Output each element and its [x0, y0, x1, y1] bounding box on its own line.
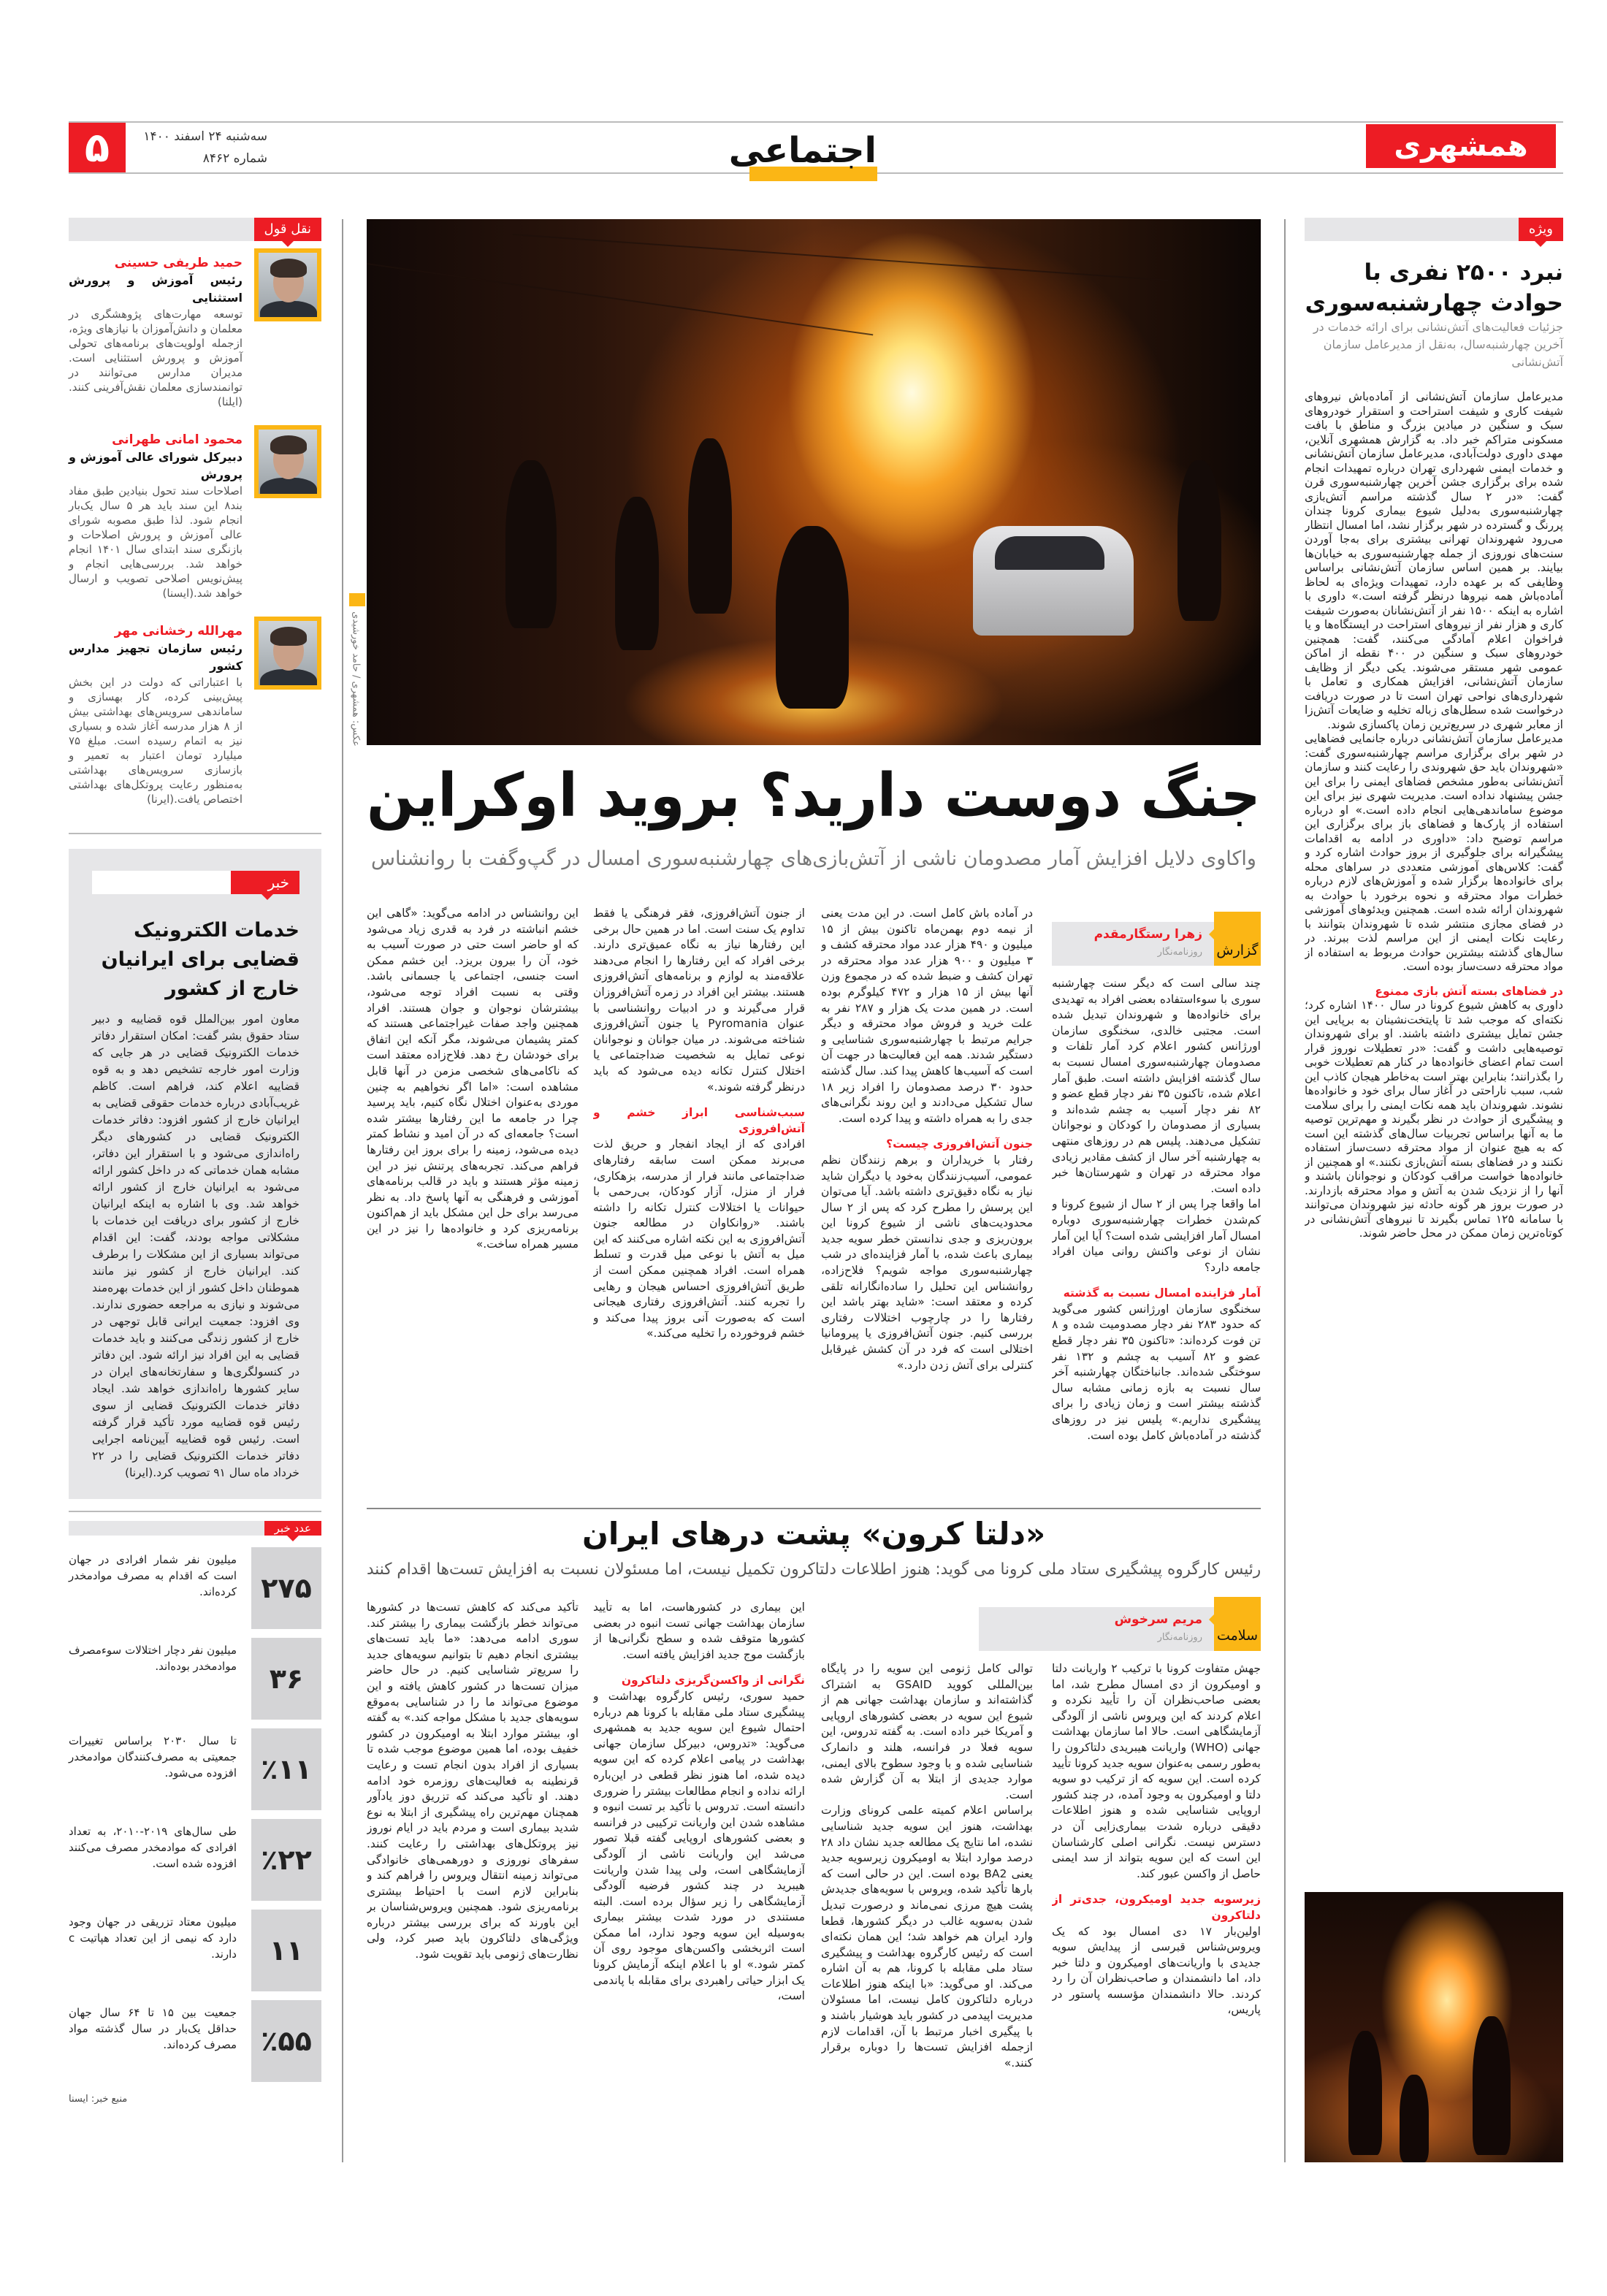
report-column [367, 906, 579, 1502]
article-subheading: آمار فزاینده امسال نسبت به گذشته [1063, 1286, 1261, 1300]
delta-headline[interactable]: «دلتا کرون» پشت درهای ایران [582, 1516, 1046, 1552]
report-author-role: روزنامه‌نگار [1157, 947, 1202, 958]
fire-photo-small [1305, 1892, 1563, 2162]
quote-role: رئیس سازمان تجهیز مدارس کشور [69, 641, 243, 673]
quote-name: محمود امانی طهرانی [112, 432, 243, 447]
article-paragraph: حمید سوری، رئیس کارگروه بهداشت و پیشگیری ستاد ملی مقابله با کرونا هم درباره احتمال شیوع این سویه جدید به همشهری می‌گوید: «تدروس، دبیرکل سازمان جهانی بهداشت در پیامی اعلام کرده که این سویه دیده شده، اما هنوز نظر قطعی در این‌باره ارائه نداده و انجام مطالعات بیشتر را ضروری دانسته است. تدروس با تأکید بر تست انبوه و مشاهده شدن این واریانت ترکیبی در فرانسه و بعضی کشورهای اروپایی گفته قبلا تصور می‌شد این واریانت ناشی از آلودگی آزمایشگاهی است، ولی پیدا شدن واریانت هیبرید در چند کشور فرضیه آلودگی آزمایشگاهی را زیر سؤال برده است. البته مستندی در مورد شدت بیشتر بیماری به‌وسیله این سویه وجود ندارد، اما ممکن است اثربخشی واکسن‌های موجود روی آن کمتر شود.» او با اعلام اینکه آزمایش کرونا یک ابزار حیاتی راهبردی برای مقابله با پاندمی است، [593, 1689, 805, 2003]
stat-value: ۳۶ [251, 1638, 321, 1720]
delta-author-role: روزنامه‌نگار [1157, 1632, 1202, 1643]
article-paragraph: در آماده باش کامل است. در این مدت یعنی از نیمه دوم بهمن‌ماه تاکنون بیش از ۱۵ میلیون و ۴۹۰ هزار عدد مواد محترقه کشف و ۳ میلیون و ۹۰۰ هزار عدد مواد محترقه در تهران کشف و ضبط شده که در مجموع وزن آنها بیش از ۱۵ هزار و ۴۷۲ کیلوگرم بوده است. در همین مدت یک هزار و ۲۸۷ نفر به علت خرید و فروش مواد محترقه و دیگر جرایم مرتبط با چهارشنبه‌سوری شناسایی و دستگیر شدند. همه این فعالیت‌ها در جهت آن است که آسیب‌ها کاهش پیدا کند. سال گذشته حدود ۳۰ درصد مصدومان را افراد زیر ۱۸ سال تشکیل می‌دادند و این روند نگرانی‌های جدی را به همراه داشته و پیدا کرده است. [821, 907, 1033, 1125]
divider [69, 1511, 321, 1512]
column-divider [1284, 219, 1286, 2162]
special-label: ویژه [1519, 218, 1563, 241]
photo-credit-text: عکس: همشهری / حامد خورشیدی [350, 611, 362, 747]
special-article [1305, 257, 1563, 1872]
delta-column [821, 1661, 1033, 2165]
header-top-rule [69, 121, 1563, 123]
special-header [1305, 218, 1563, 241]
article-paragraph: چند سالی است که دیگر سنت چهارشنبه سوری با سوءاستفاده بعضی افراد به تهدیدی برای خانواده‌ها و شهروندان تبدیل شده است. مجتبی خالدی، سخنگوی سازمان اورژانس کشور اعلام کرد آمار تلفات و مصدومان چهارشنبه‌سوری امسال نسبت به سال گذشته افزایش داشته است. طبق آمار اعلام شده، تاکنون ۳۵ نفر دچار قطع عضو و ۸۲ نفر دچار آسیب به چشم شده‌اند و بسیاری از مصدومان را کودکان و نوجوانان تشکیل می‌دهند. پلیس هم در روزهای منتهی به چهارشنبه آخر سال از کشف مقادیر زیادی مواد محترقه در تهران و شهرستان‌ها خبر داده است. [1052, 977, 1261, 1195]
article-paragraph: از جنون آتش‌افروزی، فقر فرهنگی یا فقط تداوم یک سنت است. اما در همین حال برخی این رفتارها نیاز به نگاه عمیق‌تری دارند. برخی افراد که این رفتارها را انجام می‌دهند علاقه‌مند به لوازم و برنامه‌های آتش‌افروزی هستند. بیشتر این افراد در زمره آتش‌افروزان قرار می‌گیرند و در ادبیات روانشناسی با عنوان Pyromania یا جنون آتش‌افروزی شناخته می‌شوند. در میان جوانان و نوجوانان نوعی تمایل به شخصیت ضداجتماعی یا اختلال کنترل تکانه دیده می‌شود که باید درنظر گرفته شوند.» [593, 907, 805, 1094]
report-tag: گزارش [1214, 912, 1261, 966]
issue-date: سه‌شنبه ۲۴ اسفند ۱۴۰۰ [143, 129, 267, 144]
news-body: معاون امور بین‌الملل قوه قضاییه و دبیر ستاد حقوق بشر گفت: امکان استقرار دفاتر خدمات الکترونیک قضایی در هر جایی که وزارت امور خارجه تشخیص دهد و به قوه قضاییه اعلام کند، فراهم است. کاظم غریب‌آبادی درباره خدمات حقوقی قضایی به ایرانیان خارج از کشور افزود: دفاتر خدمات الکترونیک قضایی در کشورهای دیگر راه‌اندازی می‌شود و با استقرار این دفاتر، مشابه همان خدماتی که در داخل کشور ارائه می‌شود به ایرانیان خارج از کشور ارائه خواهد شد. وی با اشاره به اینکه ایرانیان خارج از کشور برای دریافت این خدمات با مشکلاتی مواجه بودند، گفت: این اقدام می‌تواند بسیاری از این مشکلات را برطرف کند. ایرانیان خارج از کشور نیز مانند هموطنان داخل کشور از این خدمات بهره‌مند می‌شوند و نیازی به مراجعه حضوری ندارند. وی افزود: جمعیت ایرانی قابل توجهی در خارج از کشور زندگی می‌کنند و باید خدمات قضایی به این افراد نیز ارائه شود. این دفاتر در کنسولگری‌ها و سفارتخانه‌های ایران در سایر کشورها راه‌اندازی خواهد شد. ایجاد دفاتر خدمات الکترونیک قضایی از سوی رئیس قوه قضاییه مورد تأکید قرار گرفته است. رئیس قوه قضاییه آیین‌نامه اجرایی دفاتر خدمات الکترونیک قضایی را در ۲۲ خرداد ماه سال ۹۱ تصویب کرد.(ایرنا) [92, 1012, 299, 1479]
quote-text: اصلاحات سند تحول بنیادین طبق مفاد بند۸ این سند باید هر ۵ سال یک‌بار انجام شود. لذا طبق مصوبه شورای عالی آموزش و پرورش اصلاحات و بازنگری سند ابتدای سال ۱۴۰۱ انجام خواهد شد. بررسی‌هایی انجام و پیش‌نویس اصلاحی تصویب و ارسال خواهد شد.(ایسنا) [69, 484, 243, 600]
article-subheading: جنون آتش‌افروزی چیست؟ [886, 1137, 1033, 1151]
delta-byline [979, 1607, 1261, 1651]
page-number: ۵ [69, 123, 126, 172]
stat-value: ٪۲۲ [251, 1819, 321, 1901]
caption-marker [349, 593, 365, 606]
divider [367, 1508, 1261, 1509]
stat-item [69, 2000, 321, 2082]
quote-text: توسعه مهارت‌های پژوهشگری در معلمان و دانش‌آموزان با نیازهای ویژه، ازجمله اولویت‌های برنامه‌های تحولی آموزش و پرورش استثنایی است. مدیران مدارس می‌توانند در توانمندسازی معلمان نقش‌آفرینی کنند.(ایلنا) [69, 308, 243, 408]
stats-label: عدد خبر [264, 1521, 321, 1536]
stat-description: تا سال ۲۰۳۰ براساس تغییرات جمعیتی به مصرف‌کنندگان موادمخدر افزوده می‌شود. [69, 1734, 237, 1780]
article-paragraph: این بیماری در کشورهاست، اما به تأیید سازمان بهداشت جهانی تست انبوه در بعضی کشورها متوقف شده و سطح نگرانی‌ها از بازگشت موج جدید افزایش یافته است. [593, 1601, 805, 1661]
article-subheading: سبب‌شناسی ابراز خشم و آتش‌افروزی [593, 1106, 805, 1135]
stat-item [69, 1819, 321, 1901]
stats-source: منبع خبر: ایسنا [69, 2094, 128, 2105]
quotes-header [69, 218, 321, 241]
delta-column [1052, 1661, 1261, 2165]
quote-item [69, 617, 321, 806]
quote-name: حمید طریفی حسینی [114, 256, 243, 270]
article-paragraph: اولین‌بار ۱۷ دی امسال بود که یک ویروس‌شناس قبرسی از پیدایش سویه جدیدی با واریانت‌های اومیکرون و دلتا خبر داد، اما دانشمندان و صاحب‌نظران آن را رد کردند. حالا دانشمندان مؤسسه پاستور در پاریس، [1052, 1924, 1261, 2017]
chaharshanbe-suri-photo [367, 219, 1261, 745]
quote-item [69, 248, 321, 409]
stat-item [69, 1910, 321, 1991]
car [973, 526, 1134, 636]
quote-role: رئیس آموزش و پرورش استثنایی [69, 273, 243, 305]
article-paragraph: براساس اعلام کمیته علمی کرونای وزارت بهداشت، هنوز این سویه جدید شناسایی نشده، اما نتایج یک مطالعه جدید نشان داد ۲۸ درصد موارد ابتلا به اومیکرون زیرسویه جدید یعنی BA2 بوده است. این در حالی است که بارها تأکید شده، ویروس با سویه‌های جدیدش پشت هیچ مرزی نمی‌ماند و درصورت تبدیل شدن به‌سویه غالب در دیگر کشورها، قطعا وارد ایران هم خواهد شد؛ این همان نکته‌ای است که رئیس کارگروه بهداشت و پیشگیری ستاد ملی مقابله با کرونا، هم به آن اشاره می‌کند. او می‌گوید: «با اینکه هنوز اطلاعات درباره دلتاکرون کامل نیست، اما مسئولان مدیریت اپیدمی در کشور باید هوشیار باشند و با پیگیری اخبار مرتبط با آن، اقدامات لازم ازجمله افزایش تست‌ها را دوباره برقرار کنند.» [821, 1804, 1033, 2070]
article-paragraph: جهش متفاوت کرونا با ترکیب ۲ واریانت دلتا و اومیکرون از دی امسال مطرح شد، اما بعضی صاحب‌نظران آن را تأیید نکرده و اعلام کردند که این ویروس ناشی از آلودگی آزمایشگاهی است. حالا اما سازمان بهداشت جهانی (WHO) واریانت هیبریدی دلتاکرون را به‌طور رسمی به‌عنوان سویه جدید کرونا تأیید کرده است. این سویه که از ترکیب دو سویه دلتا و اومیکرون به وجود آمده، در چند کشور اروپایی شناسایی شده و هنوز اطلاعات دقیقی درباره شدت بیماری‌زایی آن در دسترس نیست. نگرانی اصلی کارشناسان این است که این سویه بتواند از سد ایمنی حاصل از واکسن عبور کند. [1052, 1662, 1261, 1880]
report-column [821, 906, 1033, 1502]
news-label: خبر [231, 871, 299, 894]
article-paragraph: تأکید می‌کند که کاهش تست‌ها در کشورها می‌تواند خطر بازگشت بیماری را بیشتر کند. سوری ادامه می‌دهد: «ما باید تست‌های بیشتری انجام دهیم تا بتوانیم سویه‌های جدید را سریع‌تر شناسایی کنیم. در حال حاضر میزان تست‌ها در کشور کاهش یافته و این موضوع می‌تواند ما را در شناسایی به‌موقع سویه‌های جدید با مشکل مواجه کند.» به گفته او، بیشتر موارد ابتلا به اومیکرون در کشور خفیف بوده، اما همین موضوع موجب شده تا بسیاری از افراد بدون انجام تست و رعایت قرنطینه به فعالیت‌های روزمره خود ادامه دهند. او تأکید می‌کند که تزریق دوز یادآور همچنان مهم‌ترین راه پیشگیری از ابتلا به نوع شدید بیماری است و مردم باید در ایام نوروز نیز پروتکل‌های بهداشتی را رعایت کنند. سفرهای نوروزی و دورهمی‌های خانوادگی می‌تواند زمینه انتقال ویروس را فراهم کند و بنابراین لازم است با احتیاط بیشتری برنامه‌ریزی شود. همچنین ویروس‌شناسان بر این باورند که برای بررسی بیشتر درباره ویژگی‌های دلتاکرون باید صبر کرد، ولی نظارت‌های ژنومی باید تقویت شود. [367, 1601, 579, 1961]
article-paragraph: رفتار با خریداران و برهم زنندگان نظم عمومی، آسیب‌زنندگان به‌خود یا دیگران شاید نیاز به نگاه دقیق‌تری داشته باشد. آیا می‌توان این پرسش را مطرح کرد که پس از ۲ سال محدودیت‌های ناشی از شیوع کرونا این برون‌ریزی و جدی ندانستن خطر سویه جدید بیماری باعث شده، با آمار فزاینده‌ای در شب چهارشنبه‌سوری مواجه شویم؟ فلاح‌زاده، روانشناس این تحلیل را ساده‌انگارانه تلقی کرده و معتقد است: «شاید بهتر باشد این رفتارها را در چارچوب اختلالات رفتاری بررسی کنیم. جنون آتش‌افروزی یا پیرومانیا اختلالی است که فرد در آن کشش غیرقابل کنترلی برای آتش زدن دارد.» [821, 1153, 1033, 1372]
article-paragraph: مدیرعامل سازمان آتش‌نشانی درباره جانمایی فضاهایی در شهر برای برگزاری مراسم چهارشنبه‌سوری گفت: «شهروندان باید حق شهروندی را رعایت کنند و سازمان آتش‌نشانی به‌طور مشخص فضاهای ایمنی را برای این جشن پیشنهاد نداده است. مدیریت شهری نیز برای این موضوع ساماندهی‌هایی انجام داده است.» او درباره استفاده از پارک‌ها و فضاهای باز برای برگزاری این مراسم توضیح داد: «داوری در ادامه به اقدامات پیشگیرانه برای جلوگیری از بروز حوادث اشاره کرد و گفت: کلاس‌های آموزشی متعددی در سراهای محله برای خانواده‌ها برگزار شده و آموزش‌های لازم درباره خطرات مواد محترقه و نحوه برخورد با حوادث به شهروندان ارائه شده است. همچنین ویدئوهای آموزشی در فضای مجازی منتشر شده تا شهروندان بتوانند با رعایت نکات ایمنی از این مراسم لذت ببرند. در سال‌های گذشته بیشترین حوادث مربوط به استفاده از مواد محترقه دست‌ساز بوده است. [1305, 732, 1563, 973]
quote-role: دبیرکل شورای عالی آموزش و پرورش [69, 450, 243, 481]
quote-text: با اعتباراتی که دولت در این بخش پیش‌بینی کرده، کار بهسازی و ساماندهی سرویس‌های بهداشتی بیش از ۸ هزار مدرسه آغاز شده و بسیاری نیز به اتمام رسیده است. مبلغ ۷۵ میلیارد تومان اعتبار به تعمیر و بازسازی سرویس‌های بهداشتی به‌منظور رعایت پروتکل‌های بهداشتی اختصاص یافت.(ایرنا) [69, 676, 243, 806]
section-label: اجتماعی [728, 130, 877, 171]
delta-author: مریم سرخوش [1114, 1612, 1202, 1627]
article-paragraph: افرادی که از ایجاد انفجار و حریق لذت می‌برند ممکن است سابقه رفتارهای ضداجتماعی مانند فرار از مدرسه، بزهکاری، فرار از منزل، آزار کودکان، بی‌رحمی با حیوانات یا اختلالات کنترل تکانه را داشته باشند. «روانکاوان در مطالعه جنون آتش‌افروزی به این نکته اشاره می‌کنند که این میل به آتش با نوعی میل قدرت و تسلط همراه است. افراد همچنین ممکن است از طریق آتش‌افروزی احساس هیجان و رهایی را تجربه کنند. آتش‌افروزی رفتاری هیجانی است که به‌صورت آنی بروز پیدا می‌کند و خشم فروخورده را تخلیه می‌کند.» [593, 1137, 805, 1340]
quote-name: مهرالله رخشانی مهر [114, 624, 243, 638]
section-title [728, 130, 877, 181]
news-header [92, 871, 299, 894]
stat-item [69, 1728, 321, 1810]
report-column [593, 906, 805, 1502]
article-subheading: در فضاهای بسته آتش بازی ممنوع [1375, 984, 1563, 998]
main-subheadline: واکاوی دلایل افزایش آمار مصدومان ناشی از آتش‌بازی‌های چهارشنبه‌سوری امسال در گپ‌وگفت با روانشناس [371, 847, 1256, 870]
special-title[interactable]: نبرد ۲۵۰۰ نفری با حوادث چهارشنبه‌سوری [1305, 259, 1563, 316]
stat-value: ٪۵۵ [251, 2000, 321, 2082]
article-subheading: زیرسویه جدید اومیکرون، جدی‌تر از دلتاکرون [1052, 1893, 1261, 1922]
quote-item [69, 425, 321, 600]
photo-credit [345, 593, 367, 747]
stat-description: میلیون نفر دچار اختلالات سوءمصرف موادمخدر بوده‌اند. [69, 1644, 237, 1673]
issue-info [136, 126, 267, 169]
column-divider [342, 219, 343, 2162]
article-paragraph: سخنگوی سازمان اورژانس کشور می‌گوید که حدود ۲۸۳ نفر دچار مصدومیت شده و ۸ تن فوت کرده‌اند: «تاکنون ۳۵ نفر دچار قطع عضو و ۸۲ آسیب به چشم و ۱۳۲ نفر سوختگی شده‌اند. جانباختگان چهارشنبه آخر سال نسبت به بازه زمانی مشابه سال گذشته بیشتر است و زمان زیادی را برای پیشگیری نداریم.» پلیس نیز در روزهای گذشته در آماده‌باش کامل بوده است. [1052, 1302, 1261, 1442]
divider [69, 833, 321, 834]
avatar [254, 617, 321, 690]
stat-value: ٪۱۱ [251, 1728, 321, 1810]
article-paragraph: توالی کامل ژنومی این سویه را در پایگاه بین‌المللی کووید GSAID به اشتراک گذاشته‌اند و سازمان بهداشت جهانی هم از شیوع این سویه در بعضی کشورهای اروپایی و آمریکا خبر داده است. به گفته تدروس، این سویه فعلا در فرانسه، هلند و دانمارک شناسایی شده و با وجود سطوح بالای ایمنی، موارد جدیدی از ابتلا به آن گزارش شده است. [821, 1662, 1033, 1801]
report-byline [1052, 922, 1261, 966]
newspaper-logo[interactable]: همشهری [1366, 124, 1556, 168]
stat-value: ۲۷۵ [251, 1547, 321, 1629]
special-body [1305, 390, 1563, 1872]
stat-description: میلیون نفر شمار افرادی در جهان است که اقدام به مصرف موادمخدر کرده‌اند. [69, 1553, 237, 1598]
delta-tag: سلامت [1214, 1597, 1261, 1651]
stat-description: طی سال‌های ۲۰۱۹-۲۰۱۰، به تعداد افرادی که موادمخدر مصرف می‌کنند افزوده شده است. [69, 1825, 237, 1870]
delta-column [367, 1600, 579, 2165]
stat-value: ۱۱ [251, 1910, 321, 1991]
quotes-label: نقل قول [254, 218, 321, 241]
article-subheading: نگرانی از واکسن‌گریزی دلتاکرون [621, 1674, 805, 1687]
article-paragraph: اما واقعا چرا پس از ۲ سال از شیوع کرونا و کم‌شدن خطرات چهارشنبه‌سوری دوباره امسال آمار افزایشی شده است؟ آیا این آمار نشان از نوعی واکنش روانی میان افراد جامعه دارد؟ [1052, 1197, 1261, 1274]
stat-description: جمعیت بین ۱۵ تا ۶۴ سال جهان حداقل یک‌بار در سال گذشته مواد مصرف کرده‌اند. [69, 2006, 237, 2051]
delta-column [593, 1600, 805, 2165]
stat-item [69, 1638, 321, 1720]
article-paragraph: داوری به کاهش شیوع کرونا در سال ۱۴۰۰ اشاره کرد؛ نکته‌ای که موجب شد تا پایتخت‌نشینان به برپایی این جشن تمایل بیشتری داشته باشند. او برای شهروندان توصیه‌هایی داشت و گفت: «در تعطیلات نوروز قرار است تمام اعضای خانواده‌ها در کنار هم تعطیلات خوبی را بگذرانند؛ بنابراین بهتر است به‌خاطر هیجان کاذب این شب، سبب ناراحتی در آغاز سال برای خود و خانواده‌ها نشوند. شهروندان باید همه نکات ایمنی را برای سلامت و پیشگیری از حوادث در نظر بگیرند و مهم‌ترین توصیه ما به آنها براساس تجربیات سال‌های گذشته این است که به هیچ عنوان از مواد محترقه دست‌ساز استفاده نکنند و در فضاهای بسته آتش‌بازی نکنند.» او همچنین از خانواده‌ها خواست مراقب کودکان و نوجوانان باشند و آنها را از نزدیک شدن به آتش و مواد محترقه بازدارند. در صورت بروز هر گونه حادثه نیز شهروندان می‌توانند با سامانه ۱۲۵ تماس بگیرند تا نیروهای آتش‌نشانی در کوتاه‌ترین زمان ممکن در محل حاضر شوند. [1305, 999, 1563, 1240]
stat-description: میلیون معتاد تزریقی در جهان وجود دارد که نیمی از این تعداد هپاتیت c دارند. [69, 1915, 237, 1961]
report-column [1052, 976, 1261, 1502]
issue-number: شماره ۸۴۶۲ [202, 151, 267, 166]
news-box [69, 849, 321, 1499]
stats-header [69, 1521, 321, 1536]
special-subtitle: جزئیات فعالیت‌های آتش‌نشانی برای ارائه خدمات در آخرین چهارشنبه‌سال، به‌نقل از مدیرعامل سازمان آتش‌نشانی [1313, 320, 1563, 369]
report-author: زهرا رستگارمقدم [1093, 927, 1202, 942]
delta-subheadline: رئیس کارگروه پیشگیری ستاد ملی کرونا می گوید: هنوز اطلاعات دلتاکرون تکمیل نیست، اما مسئولان نسبت به افزایش تست‌ها اقدام کنند [367, 1560, 1261, 1579]
avatar [254, 248, 321, 321]
news-title[interactable]: خدمات الکترونیک قضایی برای ایرانیان خارج از کشور [101, 919, 299, 1000]
article-paragraph: این روانشناس در ادامه می‌گوید: «گاهی این خشم انباشته در فرد به قدری زیاد می‌شود که او حاضر است حتی در صورت آسیب به خود، آن را بیرون بریزد. این خشم ممکن است جنسی، اجتماعی یا جسمانی باشد. وقتی به نسبت افراد توجه می‌شود، بیشترشان نوجوان و جوان هستند. افراد همچنین واجد صفات غیراجتماعی هستند که کمتر پشیمان می‌شوند، مگر آنکه این اتفاق برای خودشان رخ دهد. فلاح‌زاده معتقد است که ناکامی‌های شخصی مزمن در آنها قابل مشاهده است: «اما اگر نخواهیم به چنین موردی به‌عنوان اختلال نگاه کنیم، باید پرسید چرا در جامعه ما این رفتارها بیشتر شده است؟ جامعه‌ای که در آن امید و نشاط کمتر دیده می‌شود، زمینه را برای بروز این رفتارها فراهم می‌کند. تجربه‌های پرتنش نیز در این زمینه مؤثر هستند و باید در قالب برنامه‌های آموزشی و فرهنگی به آنها پاسخ داد. به نظر می‌رسد برای حل این مشکل باید از هم‌اکنون برنامه‌ریزی کرد و خانواده‌ها را نیز در این مسیر همراه ساخت.» [367, 907, 579, 1251]
article-paragraph: مدیرعامل سازمان آتش‌نشانی از آماده‌باش نیروهای شیفت کاری و شیفت استراحت و استقرار خودروهای سبک و سنگین در میادین بزرگ و مناطق با بافت مسکونی متراکم خبر داد. به گزارش همشهری آنلاین، مهدی داوری دولت‌آبادی، مدیرعامل سازمان آتش‌نشانی و خدمات ایمنی شهرداری تهران درباره تمهیدات انجام شده برای برگزاری جشن آخرین چهارشنبه‌سوری قرن گفت: «در ۲ سال گذشته مراسم آتش‌بازی چهارشنبه‌سوری به‌دلیل شیوع بیماری کرونا چندان پررنگ و گسترده در شهر برگزار نشد، اما امسال انتظار می‌رود شهروندان تهرانی بیشتری برای به‌جا آوردن سنت‌های نوروزی از جمله چهارشنبه‌سوری به خیابان‌ها بیایند. بر همین اساس سازمان آتش‌نشانی براساس وظایفی که بر عهده دارد، تمهیدات ویژه‌ای به لحاظ آماده‌باش همه نیروها درنظر گرفته است.» داوری با اشاره به اینکه ۱۵۰۰ نفر از آتش‌نشانان به‌صورت شیفت کاری و هزار نفر از نیروهای استراحت در ایستگاه‌ها و یا فراخوان اعلام آمادگی می‌کنند، گفت: همچنین خودروهای سبک و سنگین در ۴۰۰ نقطه از اماکن عمومی شهر مستقر می‌شوند. یکی دیگر از وظایف سازمان آتش‌نشانی، افزایش همکاری و تعامل با شهرداری‌های نواحی تهران است تا در صورت دریافت درخواست شده سطل‌های زباله تخلیه و ضایعات آتش‌زا از معابر شهری در سریع‌ترین زمان پاکسازی شوند. [1305, 390, 1563, 731]
avatar [254, 425, 321, 498]
main-headline[interactable]: جنگ دوست دارید؟ بروید اوکراین [367, 761, 1261, 831]
stat-item [69, 1547, 321, 1629]
